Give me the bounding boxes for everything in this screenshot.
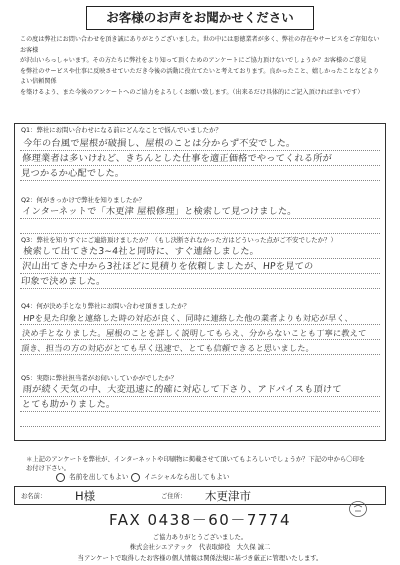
address-value: 木更津市: [205, 489, 251, 503]
fax-number: FAX 0438－60－7774: [109, 511, 291, 529]
answer-text: [20, 138, 381, 183]
privacy-note: 当アンケートで取得したお客様の個人情報は関係法規に基づき厳正に管理いたします。: [77, 555, 323, 562]
question-label: Q1：弊社にお問い合わせになる前にどんなことで悩んでいましたか？: [21, 126, 222, 134]
company-line: 株式会社シエアテック 代表取締役 大久保 誠二: [129, 544, 271, 551]
question-label: Q5：実際に弊社担当者がお伺いしていかがでしたか？: [21, 374, 178, 382]
option-label: 名前を出してもよい: [69, 473, 129, 481]
answer-text: [21, 384, 381, 414]
answer-text: [20, 246, 381, 291]
name-address-row: [14, 486, 386, 505]
answer-line-text: 雨が続く天気の中、大変迅速に的確に対応して下さり、アドバイスも頂けて: [22, 384, 342, 395]
answer-line-text: 修理業者は多いけれど、きちんとした仕事を適正価格でやってくれる所が: [21, 153, 333, 164]
answer-line: [20, 233, 380, 234]
intro-line: を弊社のサービスや仕事に反映させていただき今後の活動に役立てたいと考えております。良かったこと、嬉しかったことなどよりよい信頼関係: [20, 67, 380, 86]
option-label: イニシャルなら出してもよい: [144, 473, 230, 481]
radio-icon: [56, 473, 65, 482]
intro-line: この度は弊社にお問い合わせを頂き誠にありがとうございました。世の中には悪徳業者が多く、弊社の存在やサービスをご存知ないお客様: [20, 36, 380, 54]
answer-line-text: とても助かりました。: [21, 399, 116, 410]
name-label: お名前：: [21, 493, 47, 500]
answer-line-text: 検索して出てきた3~4社と同時に、すぐ連絡しました。: [22, 246, 260, 257]
intro-text: [20, 35, 382, 99]
answer-line-text: 決め手となりました。屋根のことを詳しく説明してもらえ、分からないことも丁寧に教えて: [21, 328, 367, 338]
name-value: H様: [75, 489, 96, 503]
thanks-text: ご協力ありがとうございました。: [152, 534, 248, 541]
page-title: お客様のお声をお聞かせください: [86, 6, 314, 30]
answer-line-text: 沢山出てきた中から3社ほどに見積りを依頼しましたが、HPを見ての: [21, 261, 314, 272]
question-label: Q2：何がきっかけで弊社を知りましたか？: [21, 196, 146, 204]
answer-line-text: 頂き、担当の方の対応がとても早く迅速で、とても信頼できると思いました。: [20, 343, 315, 353]
question-block-q5: [14, 374, 386, 436]
answer-text: [21, 206, 380, 221]
radio-selected-icon: [131, 473, 140, 482]
question-block-q3: [14, 236, 386, 302]
consent-line: ＊上記のアンケートを弊社が、インターネットや印刷物に掲載させて頂いてもよろしいでしょうか？下記の中から〇印を: [26, 456, 366, 463]
question-block-q4: [14, 302, 386, 374]
answer-line-text: 見つかるか心配でした。: [20, 168, 125, 179]
answer-line-text: 今年の台風で屋根が破損し、屋根のことは分からず不安でした。: [22, 138, 296, 149]
question-label: Q3：弊社を知りすぐにご連絡頂けましたか？（もし決断されなかった方はどういった点がご不安でしたか？）: [21, 236, 337, 244]
intro-line: が沢山いらっしゃいます。その方たちに弊社をより知って頂くためのアンケートにご協力頂けないでしょうか？お客様のご意見: [20, 57, 367, 65]
answer-text: [20, 312, 381, 357]
question-block-q2: [14, 196, 386, 236]
answer-line-text: 印象で決めました。: [20, 276, 106, 287]
question-block-q1: [14, 126, 386, 196]
address-label: ご住所：: [161, 493, 187, 500]
answer-line: [20, 426, 380, 427]
option-initials[interactable]: [131, 471, 229, 482]
answer-line-text: インターネットで「木更津 屋根修理」と検索して見つけました。: [21, 206, 298, 217]
consent-line: お付け下さい。: [26, 465, 71, 472]
question-label: Q4：何が決め手となり弊社にお問い合わせ頂きましたか？: [21, 302, 190, 310]
option-full-name[interactable]: [56, 471, 128, 482]
seal-stamp-icon: [348, 500, 368, 518]
answer-line-text: HPを見た印象と連絡した時の対応が良く、同時に連絡した他の業者よりも対応が早く、: [22, 313, 354, 323]
intro-line: を築けるよう、また今後のアンケートへのご協力をよろしくお願い致します。（出来るだけ具体的にご記入頂ければ幸いです）: [20, 88, 364, 96]
